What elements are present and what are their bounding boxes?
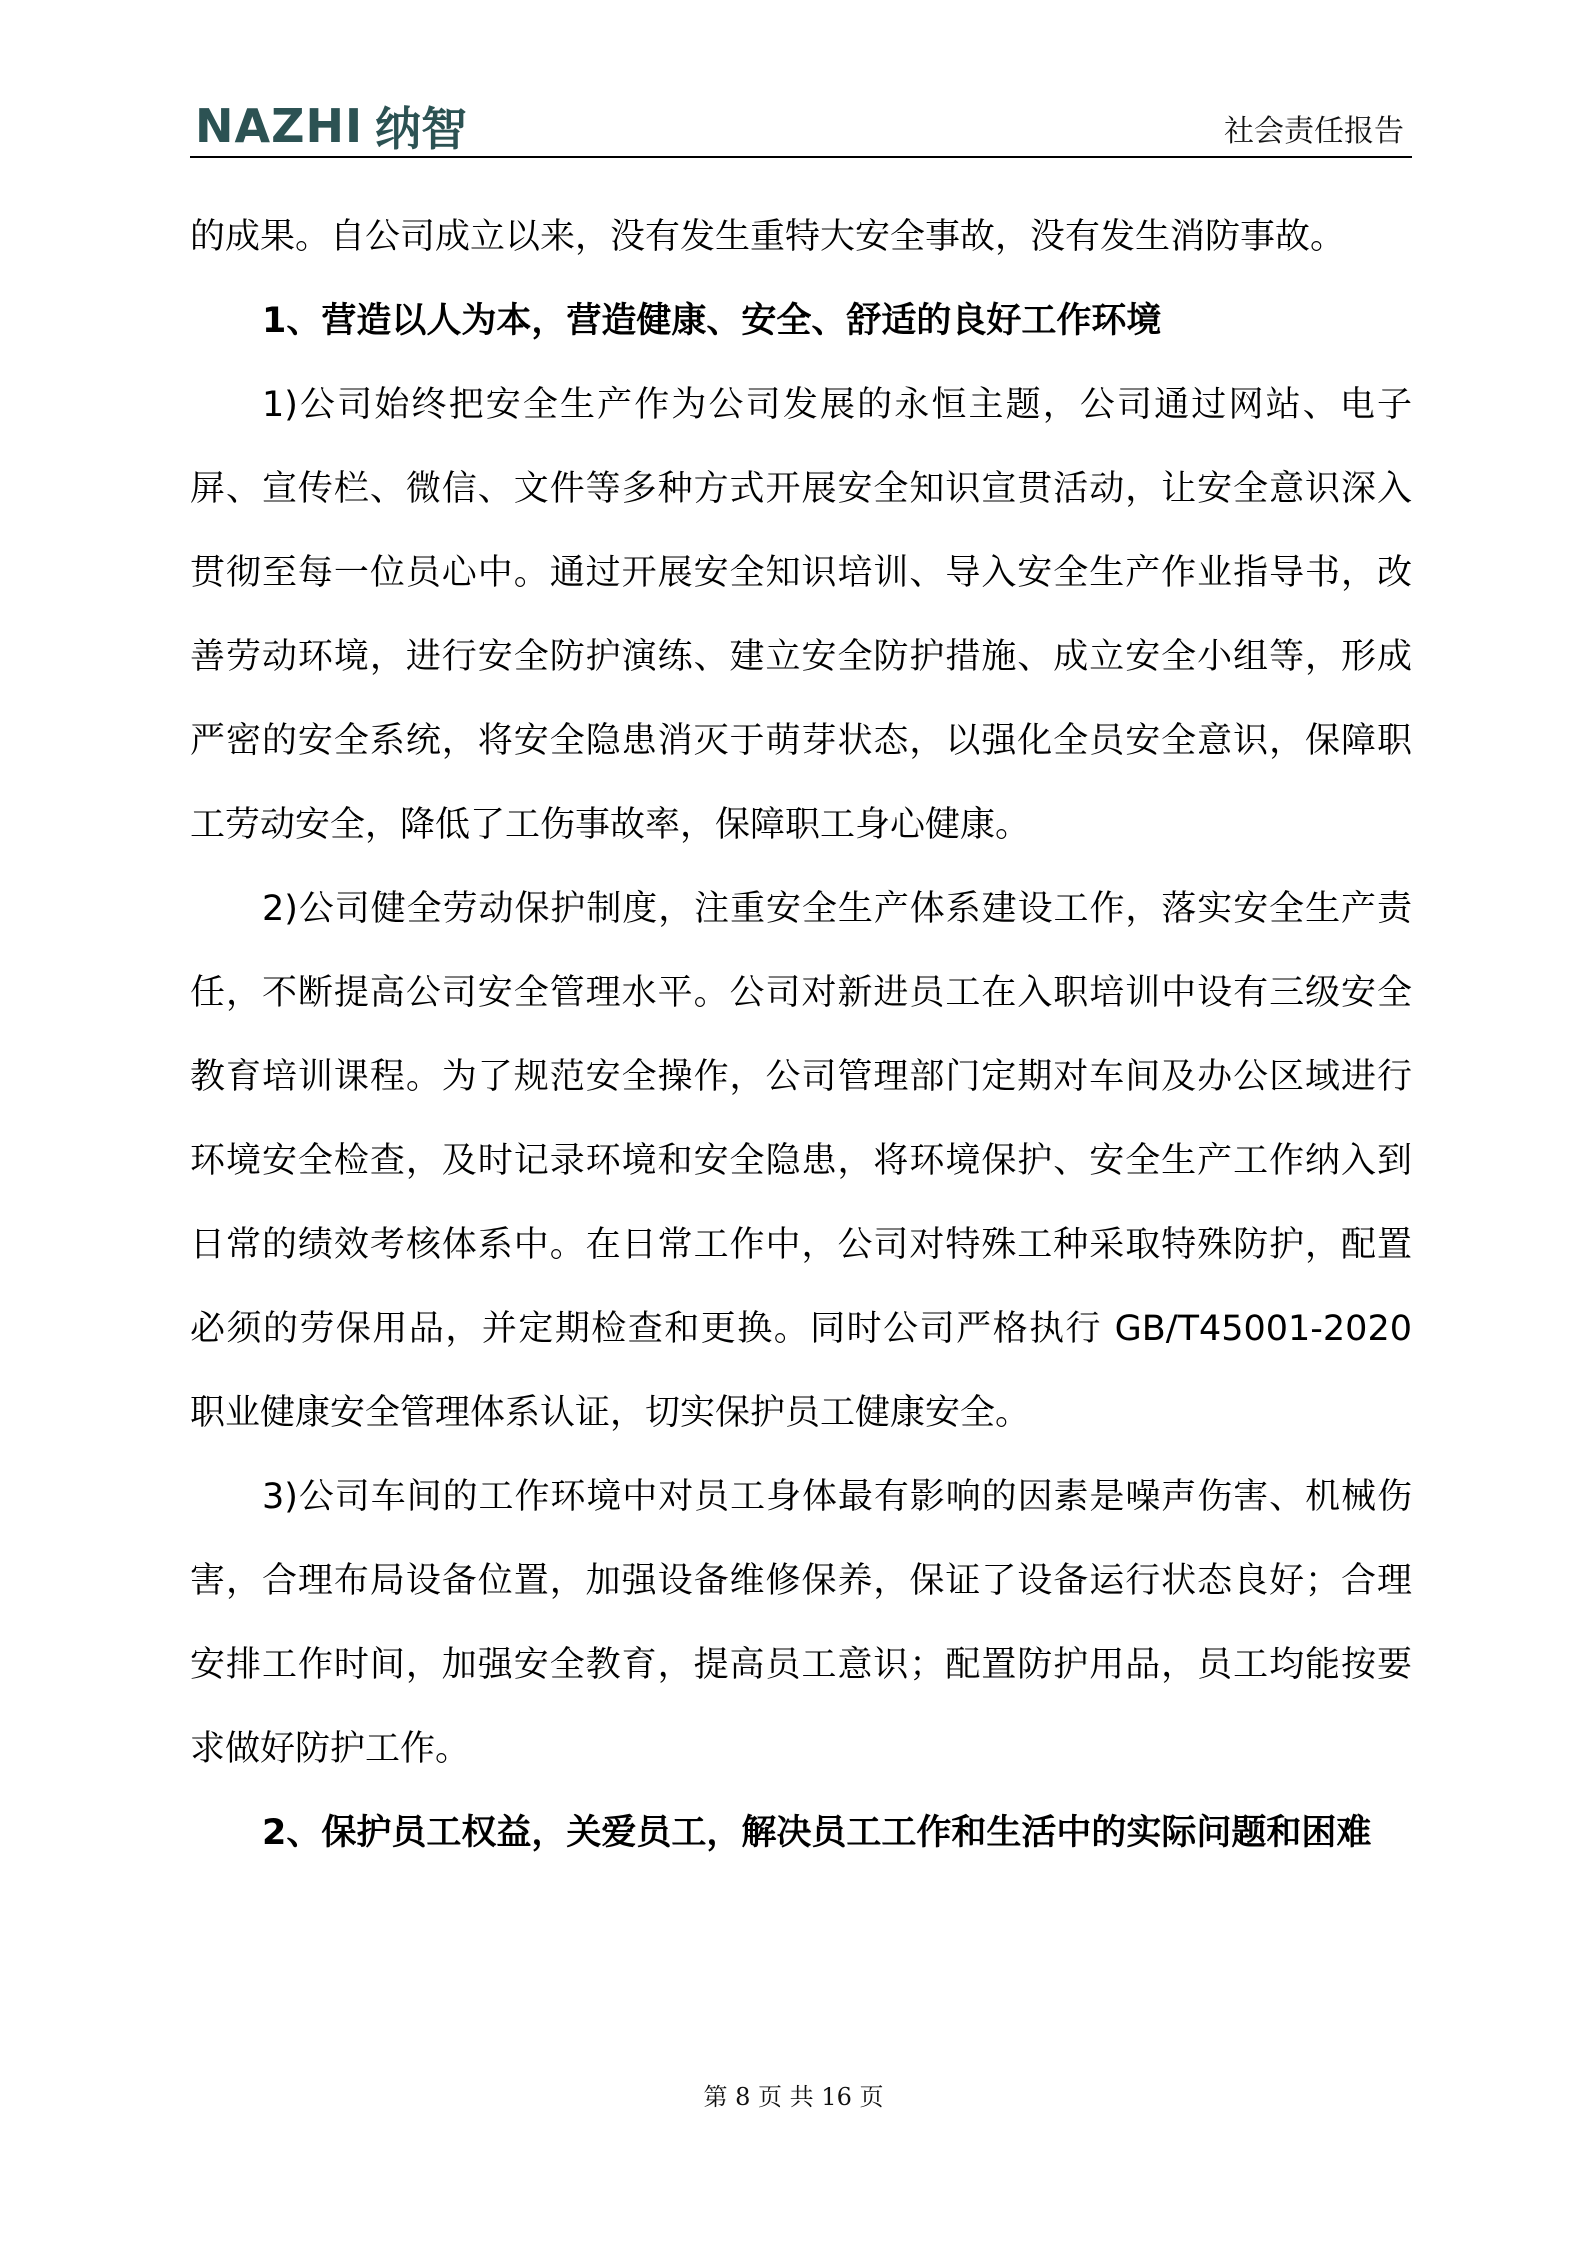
section-heading-1: 1、营造以人为本，营造健康、安全、舒适的良好工作环境: [262, 301, 1162, 341]
report-title: 社会责任报告: [1224, 114, 1404, 149]
logo-cjk-text: 纳智: [375, 102, 468, 156]
document-body: [190, 195, 1412, 1875]
company-logo: [195, 98, 467, 154]
paragraph-1: 1)公司始终把安全生产作为公司发展的永恒主题，公司通过网站、电子屏、宣传栏、微信、文件等多种方式开展安全知识宣贯活动，让安全意识深入贯彻至每一位员心中。通过开展安全知识培训、导入安全生产作业指导书，改善劳动环境，进行安全防护演练、建立安全防护措施、成立安全小组等，形成严密的安全系统，将安全隐患消灭于萌芽状态，以强化全员安全意识，保障职工劳动安全，降低了工伤事故率，保障职工身心健康。: [190, 385, 1412, 845]
paragraph-3: 3)公司车间的工作环境中对员工身体最有影响的因素是噪声伤害、机械伤害，合理布局设备位置，加强设备维修保养，保证了设备运行状态良好；合理安排工作时间，加强安全教育，提高员工意识；配置防护用品，员工均能按要求做好防护工作。: [190, 1477, 1412, 1769]
section-heading-2: 2、保护员工权益，关爱员工，解决员工工作和生活中的实际问题和困难: [262, 1813, 1372, 1853]
page-number: 第 8 页 共 16 页: [703, 2083, 884, 2111]
paragraph-2: 2)公司健全劳动保护制度，注重安全生产体系建设工作，落实安全生产责任，不断提高公司安全管理水平。公司对新进员工在入职培训中设有三级安全教育培训课程。为了规范安全操作，公司管理部门定期对车间及办公区域进行环境安全检查，及时记录环境和安全隐患，将环境保护、安全生产工作纳入到日常的绩效考核体系中。在日常工作中，公司对特殊工种采取特殊防护，配置必须的劳保用品，并定期检查和更换。同时公司严格执行 GB/T45001-2020 职业健康安全管理体系认证，切实保护员工健康安全。: [190, 889, 1412, 1433]
paragraph-continued: 的成果。自公司成立以来，没有发生重特大安全事故，没有发生消防事故。: [190, 217, 1346, 257]
logo-latin-text: NAZHI: [195, 99, 364, 153]
page-header: [190, 90, 1412, 158]
